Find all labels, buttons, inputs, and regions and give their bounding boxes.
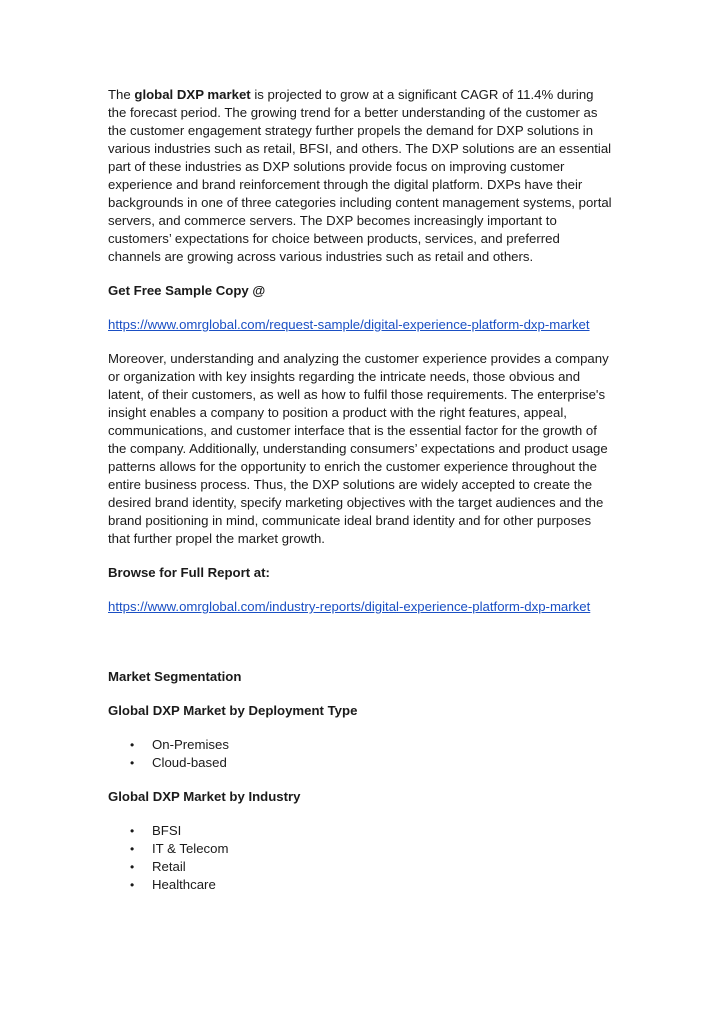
list-item-label: On-Premises xyxy=(152,737,229,752)
list-item-label: BFSI xyxy=(152,823,182,838)
segmentation-heading: Market Segmentation xyxy=(108,669,242,684)
sample-link[interactable]: https://www.omrglobal.com/request-sample/digital-experience-platform-dxp-market xyxy=(108,317,590,332)
document-page xyxy=(108,86,614,910)
intro-bold-term: global DXP market xyxy=(134,87,251,102)
list-item xyxy=(108,876,614,894)
report-link[interactable]: https://www.omrglobal.com/industry-reports/digital-experience-platform-dxp-market xyxy=(108,599,591,614)
list-item xyxy=(108,858,614,876)
deployment-list xyxy=(108,736,614,772)
intro-text: is projected to grow at a significant CAGR of 11.4% during the forecast period. The growing trend for a better understanding of the customer as the customer engagement strategy further propels the demand for DXP solutions in various industries such as retail, BFSI, and others. The DXP solutions are an essential part of these industries as DXP solutions provide focus on improving customer experience and brand reinforcement through the digital platform. DXPs have their backgrounds in one of three categories including content management systems, portal servers, and commerce servers. The DXP becomes increasingly important to customers’ expectations for choice between products, services, and preferred channels are growing across various industries such as retail and others. xyxy=(108,87,612,264)
bullet-icon: • xyxy=(130,878,135,892)
list-item xyxy=(108,822,614,840)
list-item-label: IT & Telecom xyxy=(152,841,229,856)
bullet-icon: • xyxy=(130,756,135,770)
bullet-icon: • xyxy=(130,860,135,874)
list-item xyxy=(108,840,614,858)
intro-paragraph xyxy=(108,86,614,266)
list-item-label: Cloud-based xyxy=(152,755,227,770)
spacer xyxy=(108,632,614,668)
deployment-heading: Global DXP Market by Deployment Type xyxy=(108,703,358,718)
bullet-icon: • xyxy=(130,738,135,752)
list-item xyxy=(108,754,614,772)
list-item-label: Healthcare xyxy=(152,877,216,892)
report-heading: Browse for Full Report at: xyxy=(108,565,270,580)
list-item-label: Retail xyxy=(152,859,186,874)
list-item xyxy=(108,736,614,754)
bullet-icon: • xyxy=(130,842,135,856)
industry-heading: Global DXP Market by Industry xyxy=(108,789,301,804)
sample-heading: Get Free Sample Copy @ xyxy=(108,283,266,298)
body-paragraph: Moreover, understanding and analyzing the customer experience provides a company or organization with key insights regarding the intricate needs, those obvious and latent, of their customers, as well as how to fulfil those requirements. The enterprise's insight enables a company to position a product with the right features, appeal, communications, and customer interface that is the essential factor for the growth of the company. Additionally, understanding consumers’ expectations and product usage patterns allows for the opportunity to enrich the customer experience throughout the entire business process. Thus, the DXP solutions are widely accepted to create the desired brand identity, specify marketing objectives with the target audiences and the brand positioning in mind, communicate ideal brand identity and for other purposes that further propel the market growth. xyxy=(108,351,609,546)
bullet-icon: • xyxy=(130,824,135,838)
industry-list xyxy=(108,822,614,894)
intro-prefix: The xyxy=(108,87,135,102)
